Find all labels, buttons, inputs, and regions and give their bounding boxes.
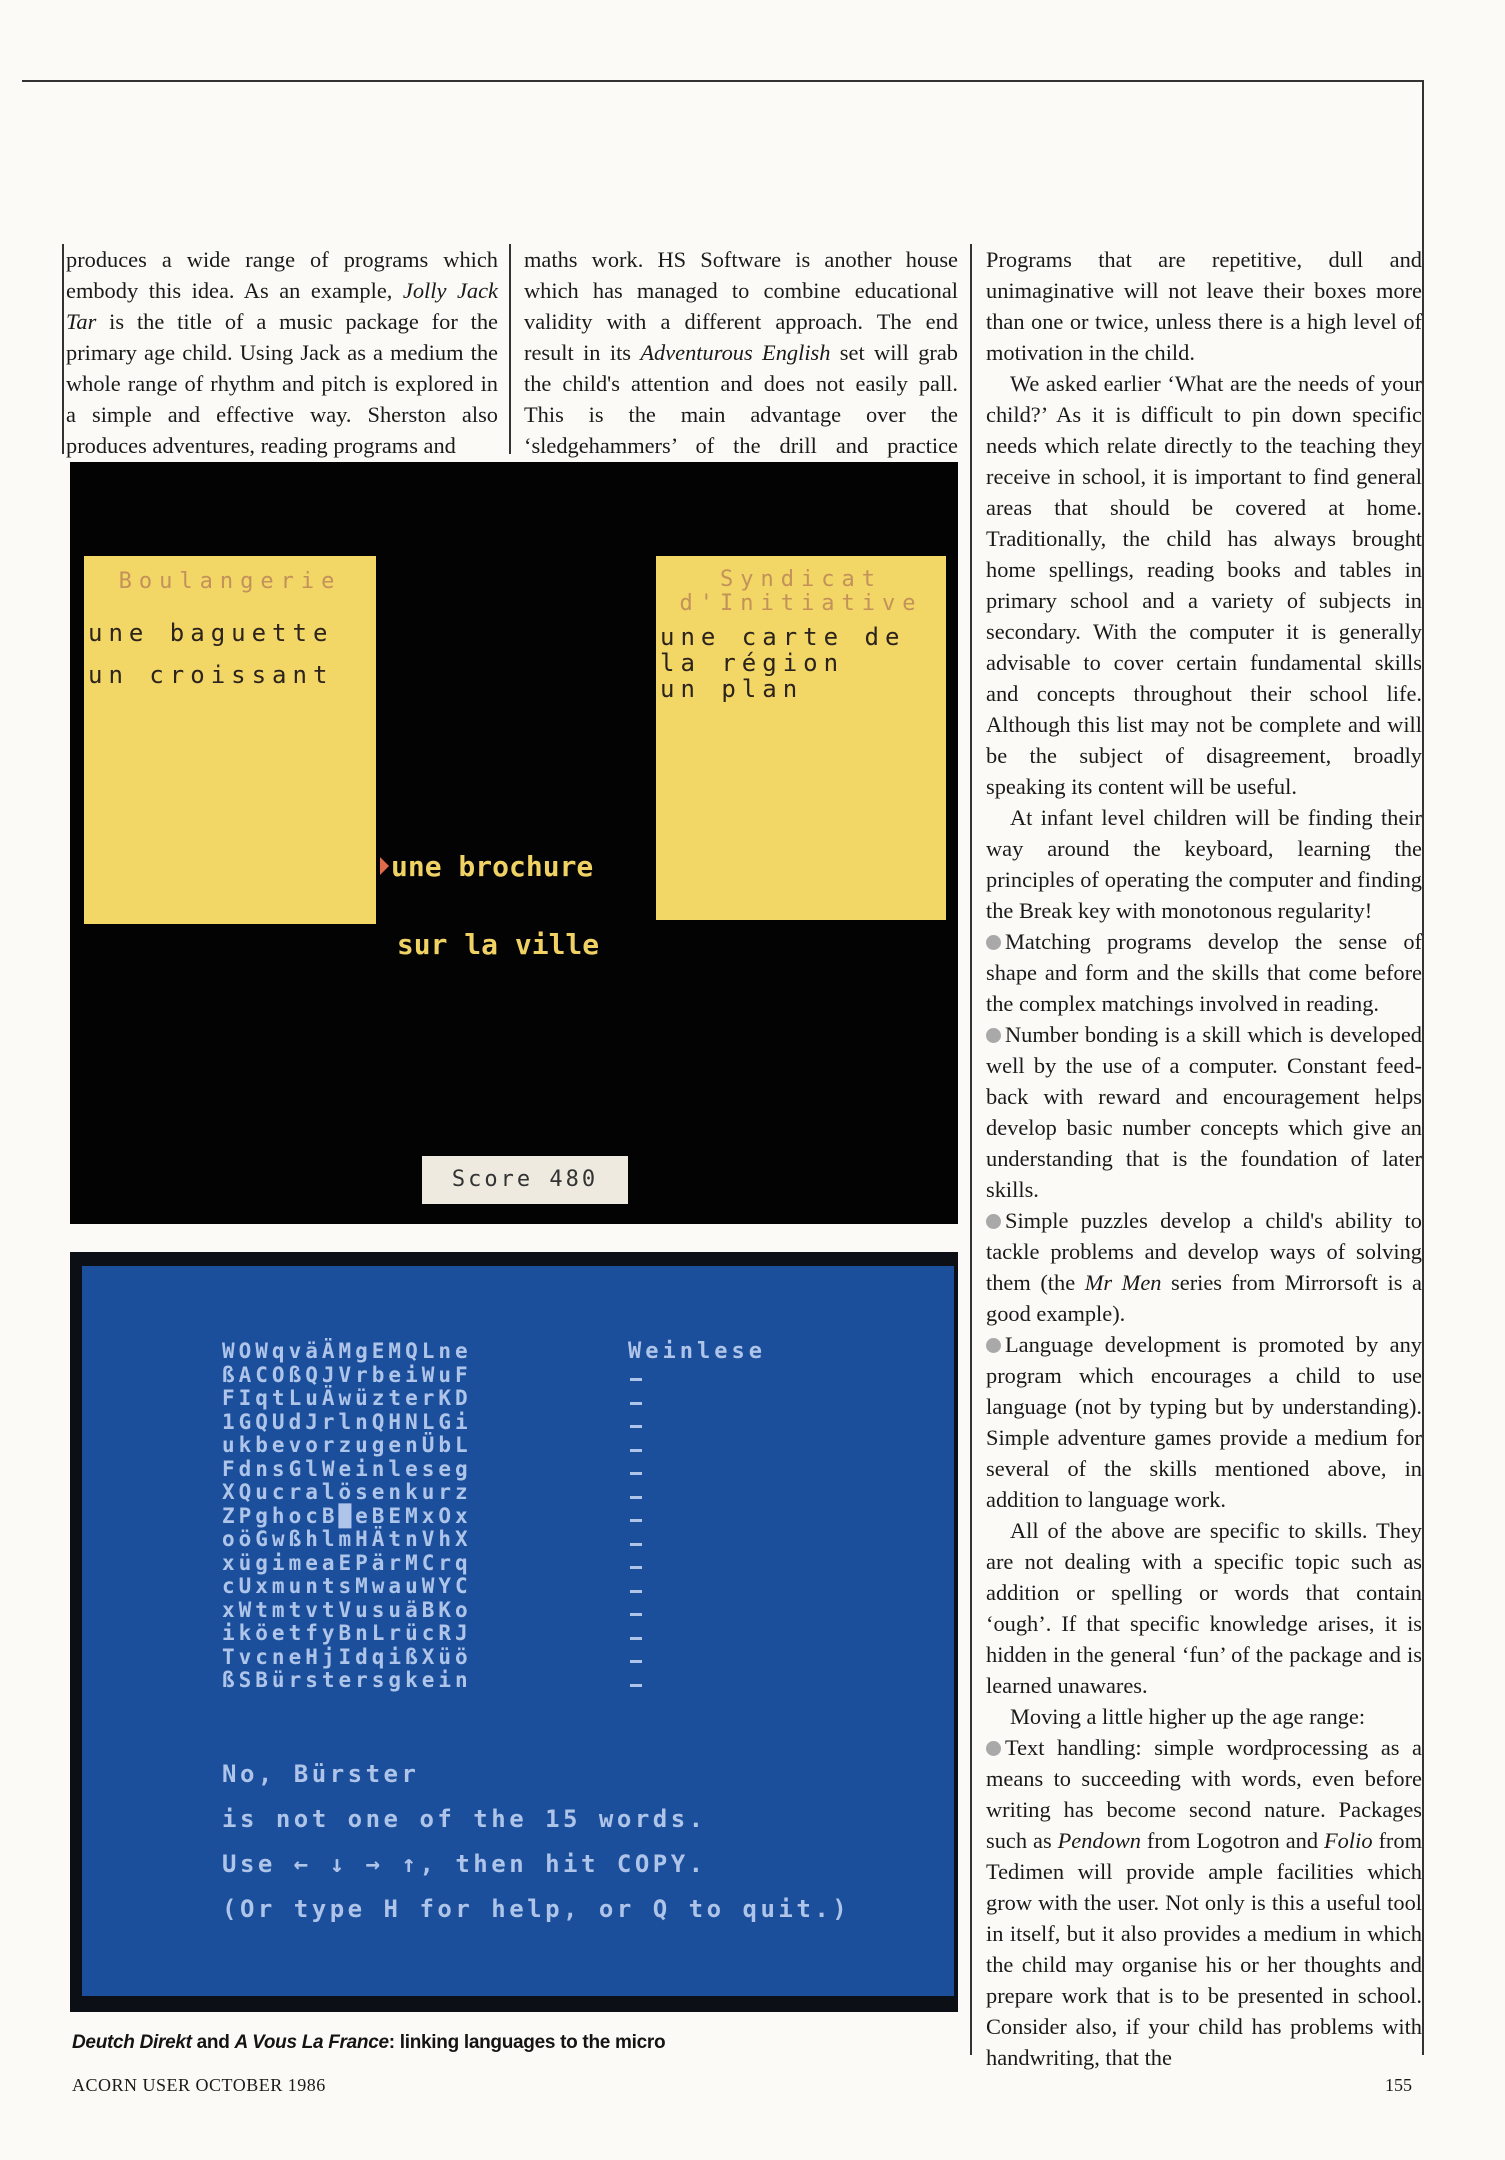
text-run: from Logotron and — [1140, 1828, 1324, 1853]
grid-row: xügimeaEPärMCrq — [222, 1550, 472, 1575]
grid-row: ßSBürstersgkein — [222, 1668, 472, 1692]
paragraph — [986, 926, 1422, 1019]
card-title: d'Initiative — [679, 591, 923, 616]
grid-row: iköetfyBnLrücRJ — [222, 1621, 472, 1645]
card-title: Boulangerie — [118, 569, 342, 594]
text-run: produces a wide range of programs which embody this idea. As an example, — [66, 247, 498, 303]
french-game-screenshot — [70, 462, 958, 1224]
paragraph — [986, 1019, 1422, 1205]
column-rule-2 — [509, 244, 511, 454]
italic-title: Mr Men — [1084, 1270, 1162, 1295]
grid-row: ßACOßQJVrbeiWuF — [222, 1362, 472, 1387]
paragraph — [986, 1205, 1422, 1329]
grid-row: FdnsGlWeinleseg — [222, 1456, 472, 1481]
word-slot-dash — [630, 1626, 644, 1650]
word-slot-dash — [630, 1414, 644, 1438]
pointer-arrow-icon — [380, 857, 389, 875]
paragraph — [986, 1329, 1422, 1515]
figure-caption — [72, 2030, 972, 2056]
text-run: We asked earlier ‘What are the needs of your child?’ As it is difficult to pin down specific needs which relate directly to the teaching they receive in school, it is important to find general areas that should be covered at home. Traditionally, the child has always brought home spellings, reading books and tables in primary school and a variety of subjects in secondary. With the computer it is generally advisable to cover certain fundamental skills and concepts throughout their school life. Although this list may not be complete and will be the subject of disagreement, broadly speaking its content will be useful. — [986, 371, 1422, 799]
card-word: un croissant — [88, 661, 334, 689]
grid-row: xWtmtvtVusuäBKo — [222, 1597, 472, 1622]
found-word-header: Weinlese — [628, 1339, 766, 1364]
paragraph — [986, 368, 1422, 802]
page-number: 155 — [1385, 2075, 1412, 2095]
word-slot-dash — [630, 1438, 644, 1462]
text-run: Matching programs develop the sense of shape and form and the skills that come before the complex matchings involved in reading. — [986, 929, 1422, 1016]
text-run: Moving a little higher up the age range: — [1010, 1704, 1366, 1729]
word-slot-dash — [630, 1391, 644, 1415]
grid-row: ZPghocB█eBEMxOx — [222, 1503, 472, 1528]
caption-rest: : linking languages to the micro — [388, 2032, 666, 2053]
grid-row: WOWqväÄMgEMQLne — [222, 1339, 472, 1363]
found-word-slots — [630, 1367, 644, 1696]
word-slot-dash — [630, 1579, 644, 1603]
grid-row: TvcneHjIdqißXüö — [222, 1644, 472, 1669]
bullet-icon — [986, 1028, 1001, 1043]
card-word: un plan — [660, 675, 804, 703]
top-rule — [22, 80, 1424, 82]
footer-publication: ACORN USER OCTOBER 1986 — [72, 2075, 326, 2095]
text-run: set will grab the child's attention and does not easily pall. This is the main advantage over the ‘sledgehammers’ of the drill and practice — [524, 340, 958, 458]
text-run: Simple puzzles develop a child's ability to tackle problems and develop ways of solving them (the — [986, 1208, 1422, 1295]
column-rule-1 — [62, 244, 64, 454]
word-slot-dash — [630, 1649, 644, 1673]
bullet-icon — [986, 1338, 1001, 1353]
card-word: une carte de — [660, 623, 906, 651]
text-run: Number bonding is a skill which is developed well by the use of a computer. Constant feed-back with reward and encouragement helps develop basic number concepts which give an understanding that is the foundation of later skills. — [986, 1022, 1422, 1202]
grid-row: 1GQUdJrlnQHNLGi — [222, 1409, 472, 1434]
text-run: Text handling: simple wordprocessing as a means to succeeding with words, even before writing has become second nature. Packages such as — [986, 1735, 1422, 1853]
bullet-icon — [986, 1214, 1001, 1229]
word-slot-dash — [630, 1485, 644, 1509]
article-column-1 — [66, 244, 498, 461]
grid-row: FIqtLuÄwüzterKD — [222, 1386, 472, 1410]
moving-word-line: une brochure — [391, 850, 594, 883]
caption-title-1: Deutch Direkt — [72, 2032, 192, 2053]
paragraph — [986, 1515, 1422, 1701]
article-column-2 — [524, 244, 958, 492]
score-display: Score 480 — [422, 1156, 628, 1204]
bullet-icon — [986, 1741, 1001, 1756]
feedback-message: is not one of the 15 words. — [222, 1805, 707, 1833]
grid-row: ukbevorzugenÜbL — [222, 1433, 472, 1457]
german-wordsearch-screenshot — [70, 1252, 958, 2012]
feedback-message: No, Bürster — [222, 1760, 420, 1788]
grid-row: oöGwßhlmHÄtnVhX — [222, 1527, 472, 1551]
word-slot-dash — [630, 1602, 644, 1626]
card-word: la région — [660, 649, 845, 677]
italic-title: Folio — [1324, 1828, 1373, 1853]
grid-row: cUxmuntsMwauWYC — [222, 1574, 472, 1598]
word-slot-dash — [630, 1532, 644, 1556]
word-slot-dash — [630, 1461, 644, 1485]
wordsearch-screen — [82, 1266, 954, 1996]
moving-word — [380, 802, 656, 1010]
text-run: Programs that are repetitive, dull and unimaginative will not leave their boxes more than one or twice, unless there is a high level of motivation in the child. — [986, 247, 1422, 365]
moving-word-line: sur la ville — [380, 928, 600, 961]
help-message: (Or type H for help, or Q to quit.) — [222, 1895, 851, 1923]
boulangerie-card — [84, 556, 376, 924]
right-border-rule — [1422, 80, 1424, 2055]
paragraph — [66, 244, 498, 461]
word-slot-dash — [630, 1508, 644, 1532]
text-run: is the title of a music package for the primary age child. Using Jack as a medium the whole range of rhythm and pitch is explored in a simple and effective way. Sherston also produces adventures, reading programs and — [66, 309, 498, 458]
text-run: At infant level children will be finding their way around the keyboard, learning the principles of operating the computer and finding the Break key with monotonous regularity! — [986, 805, 1422, 923]
word-slot-dash — [630, 1367, 644, 1391]
italic-title: Adventurous English — [640, 340, 831, 365]
card-word: une baguette — [88, 619, 334, 647]
caption-title-2: A Vous La France — [234, 2032, 389, 2053]
text-run: Language development is promoted by any program which encourages a child to use language (not by typing but by understanding). Simple adventure games provide a medium for several of the skills mentioned above, in addition to language work. — [986, 1332, 1422, 1512]
instruction-message: Use ← ↓ → ↑, then hit COPY. — [222, 1850, 707, 1878]
word-slot-dash — [630, 1555, 644, 1579]
bullet-icon — [986, 935, 1001, 950]
card-title: Syndicat — [720, 567, 882, 592]
column-rule-3 — [970, 244, 972, 2055]
caption-and: and — [191, 2032, 235, 2053]
text-run: maths work. HS Software is another house which has managed to combine educational validity with a different approach. The end result in its — [524, 247, 958, 365]
paragraph — [524, 244, 958, 492]
text-run: All of the above are specific to skills. They are not dealing with a specific topic such as addition or spelling or words that contain ‘ough’. If that specific knowledge arises, it is hidden in the general ‘fun’ of the package and is learned unawares. — [986, 1518, 1422, 1698]
letter-grid — [222, 1340, 472, 1693]
paragraph — [986, 802, 1422, 926]
syndicat-card — [656, 556, 946, 920]
italic-title: Jolly Jack Tar — [66, 278, 498, 334]
grid-row: XQucralösenkurz — [222, 1480, 472, 1504]
text-run: series from Mirrorsoft is a good example). — [986, 1270, 1422, 1326]
paragraph — [986, 1701, 1422, 1732]
paragraph — [986, 1732, 1422, 2073]
article-column-3 — [986, 244, 1422, 2073]
word-slot-dash — [630, 1673, 644, 1697]
italic-title: Pendown — [1057, 1828, 1141, 1853]
text-run: from Tedimen will provide ample facilities which grow with the user. Not only is this a useful tool in itself, but it also provides a medium in which the child may organise his or her thoughts and prepare work that is to be presented in school. Consider also, if your child has problems with handwriting, that the — [986, 1828, 1423, 2070]
paragraph — [986, 244, 1422, 368]
